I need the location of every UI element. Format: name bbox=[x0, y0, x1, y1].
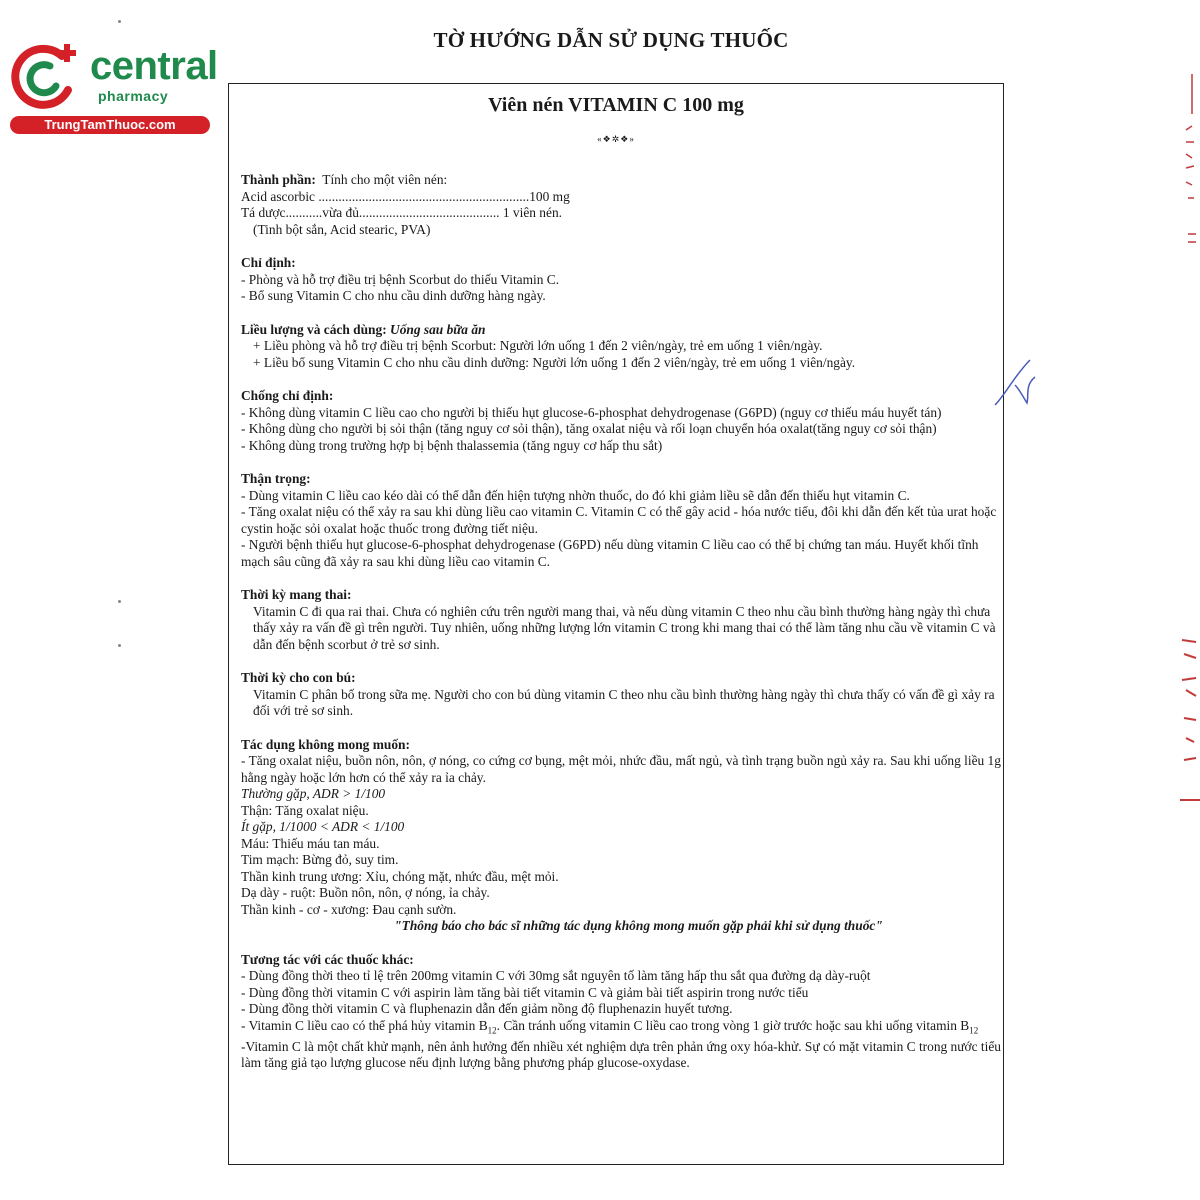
interaction-item-b12: - Vitamin C liều cao có thể phá hủy vitamin $B_{12}$. Cần tránh uống vitamin C liều cao trong vòng 1 giờ trước hoặc sau khi uống vitamin $B_{12}$ bbox=[241, 1017, 979, 1036]
product-title: Viên nén VITAMIN C 100 mg bbox=[488, 94, 744, 116]
adverse-item: Dạ dày - ruột: Buồn nôn, nôn, ợ nóng, ỉa chảy. bbox=[241, 885, 490, 900]
precautions-heading: Thận trọng: bbox=[241, 471, 311, 486]
contraindication-item: - Không dùng cho người bị sỏi thận (tăng nguy cơ sỏi thận), tăng oxalat niệu và rối loạn chuyển hóa oxalat(tăng nguy cơ sỏi thận) bbox=[241, 421, 937, 436]
lactation-section bbox=[241, 670, 1006, 720]
composition-note: Tính cho một viên nén: bbox=[322, 172, 448, 187]
composition-line: Tá dược...........vừa đủ.......................................... 1 viên nén. bbox=[241, 205, 562, 220]
dosage-heading-italic: Uống sau bữa ăn bbox=[390, 321, 486, 337]
contraindication-item: - Không dùng trong trường hợp bị bệnh thalassemia (tăng nguy cơ hấp thu sắt) bbox=[241, 437, 663, 453]
scan-speck bbox=[118, 644, 121, 647]
adverse-item: Thận: Tăng oxalat niệu. bbox=[241, 802, 369, 818]
adverse-common-label: Thường gặp, ADR > 1/100 bbox=[241, 786, 386, 801]
indications-heading: Chỉ định: bbox=[241, 255, 296, 270]
contraindications-heading: Chống chỉ định: bbox=[241, 388, 334, 403]
composition-line: (Tinh bột sắn, Acid stearic, PVA) bbox=[253, 221, 431, 237]
leaflet-content bbox=[241, 172, 1006, 1089]
signature-mark-icon bbox=[985, 355, 1045, 415]
precaution-item: - Người bệnh thiếu hụt glucose-6-phosphat dehydrogenase (G6PD) nếu dùng vitamin C liều cao có thể bị chứng tan máu. Huyết khối tĩnh mạch sâu cũng đã xảy ra sau khi dùng liều cao vitamin C. bbox=[241, 537, 979, 569]
lactation-heading: Thời kỳ cho con bú: bbox=[241, 670, 356, 685]
adverse-notice: "Thông báo cho bác sĩ những tác dụng không mong muốn gặp phải khi sử dụng thuốc" bbox=[394, 918, 883, 933]
dosage-item: + Liều phòng và hỗ trợ điều trị bệnh Scorbut: Người lớn uống 1 đến 2 viên/ngày, trẻ em uống 1 viên/ngày. bbox=[253, 338, 823, 353]
composition-section bbox=[241, 172, 1006, 238]
interaction-item: - Dùng đồng thời theo tỉ lệ trên 200mg vitamin C với 30mg sắt nguyên tố làm tăng hấp thu sắt qua đường dạ dày-ruột bbox=[241, 968, 871, 983]
interaction-item: - Dùng đồng thời vitamin C và fluphenazin dẫn đến giảm nồng độ fluphenazin huyết tương. bbox=[241, 1001, 733, 1016]
adverse-heading: Tác dụng không mong muốn: bbox=[241, 736, 410, 752]
stamp-fragment-icon bbox=[1170, 74, 1200, 254]
composition-line: Acid ascorbic ...............................................................100 mg bbox=[241, 188, 570, 204]
adverse-item: Thần kinh - cơ - xương: Đau cạnh sườn. bbox=[241, 901, 457, 917]
interactions-heading: Tương tác với các thuốc khác: bbox=[241, 951, 414, 967]
precaution-item: - Tăng oxalat niệu có thể xảy ra sau khi dùng liều cao vitamin C. Vitamin C có thể gây acid - hóa nước tiểu, đôi khi dẫn đến kết tủa urat hoặc cystin hoặc sỏi oxalat hoặc thuốc trong đường tiết niệu. bbox=[241, 504, 997, 536]
lactation-text: Vitamin C phân bố trong sữa mẹ. Người cho con bú dùng vitamin C theo nhu cầu bình thường hàng ngày thì chưa thấy có vấn đề gì xảy ra đối với trẻ sơ sinh. bbox=[253, 686, 995, 718]
indication-item: - Bổ sung Vitamin C cho nhu cầu dinh dưỡng hàng ngày. bbox=[241, 288, 546, 303]
ornament-divider: «❖✲❖» bbox=[597, 134, 635, 144]
pregnancy-text: Vitamin C đi qua rai thai. Chưa có nghiên cứu trên người mang thai, và nếu dùng vitamin C theo nhu cầu bình thường hàng ngày thì chưa thấy xảy ra vấn đề gì trên người. Tuy nhiên, uống những lượng lớn vitamin C trong khi mang thai có thể làm tăng nhu cầu về vitamin C và dẫn đến bệnh scorbut ở trẻ sơ sinh. bbox=[253, 603, 996, 652]
pregnancy-section bbox=[241, 587, 1006, 653]
indication-item: - Phòng và hỗ trợ điều trị bệnh Scorbut do thiếu Vitamin C. bbox=[241, 271, 560, 287]
document-title: TỜ HƯỚNG DẪN SỬ DỤNG THUỐC bbox=[433, 28, 789, 52]
stamp-fragment-icon bbox=[1170, 630, 1200, 810]
adverse-intro: - Tăng oxalat niệu, buồn nôn, nôn, ợ nóng, co cứng cơ bụng, mệt mỏi, nhức đầu, mất ngủ, và tình trạng buồn ngủ xảy ra. Sau khi uống liều 1g hằng ngày hoặc lớn hơn có thể xảy ra ỉa chảy. bbox=[241, 753, 1001, 785]
dosage-heading: Liều lượng và cách dùng: bbox=[241, 321, 387, 337]
pregnancy-heading: Thời kỳ mang thai: bbox=[241, 587, 352, 602]
scan-speck bbox=[118, 20, 121, 23]
logo-url-badge: TrungTamThuoc.com bbox=[10, 116, 210, 134]
adverse-item: Thần kinh trung ương: Xỉu, chóng mặt, nhức đầu, mệt mỏi. bbox=[241, 868, 559, 884]
logo-sub-text: pharmacy bbox=[98, 88, 169, 104]
adverse-item: Máu: Thiếu máu tan máu. bbox=[241, 835, 380, 851]
dosage-section bbox=[241, 322, 1006, 372]
interaction-item: -Vitamin C là một chất khử mạnh, nên ảnh hưởng đến nhiều xét nghiệm dựa trên phản ứng oxy hóa-khử. Sự có mặt vitamin C trong nước tiểu làm tăng giả tạo lượng glucose nếu định lượng bằng phương pháp glucose-oxydase. bbox=[241, 1038, 1001, 1071]
interactions-section bbox=[241, 952, 1006, 1072]
contraindications-section bbox=[241, 388, 1006, 454]
adverse-uncommon-label: Ít gặp, 1/1000 < ADR < 1/100 bbox=[241, 819, 405, 834]
adverse-item: Tim mạch: Bừng đỏ, suy tim. bbox=[241, 852, 399, 867]
adverse-effects-section bbox=[241, 737, 1006, 935]
interaction-item: - Dùng đồng thời vitamin C với aspirin làm tăng bài tiết vitamin C và giảm bài tiết aspirin trong nước tiểu bbox=[241, 984, 809, 1000]
composition-heading: Thành phần: bbox=[241, 172, 316, 187]
scan-speck bbox=[118, 600, 121, 603]
dosage-item: + Liều bổ sung Vitamin C cho nhu cầu dinh dưỡng: Người lớn uống 1 đến 2 viên/ngày, trẻ em uống 1 viên/ngày. bbox=[253, 354, 856, 370]
contraindication-item: - Không dùng vitamin C liều cao cho người bị thiếu hụt glucose-6-phosphat dehydrogenase (G6PD) (nguy cơ thiếu máu huyết tán) bbox=[241, 404, 942, 420]
logo-brand-text: central bbox=[90, 44, 218, 88]
precaution-item: - Dùng vitamin C liều cao kéo dài có thể dẫn đến hiện tượng nhờn thuốc, do đó khi giảm liều sẽ dẫn đến thiếu hụt vitamin C. bbox=[241, 487, 910, 503]
indications-section bbox=[241, 255, 1006, 305]
precautions-section bbox=[241, 471, 1006, 570]
